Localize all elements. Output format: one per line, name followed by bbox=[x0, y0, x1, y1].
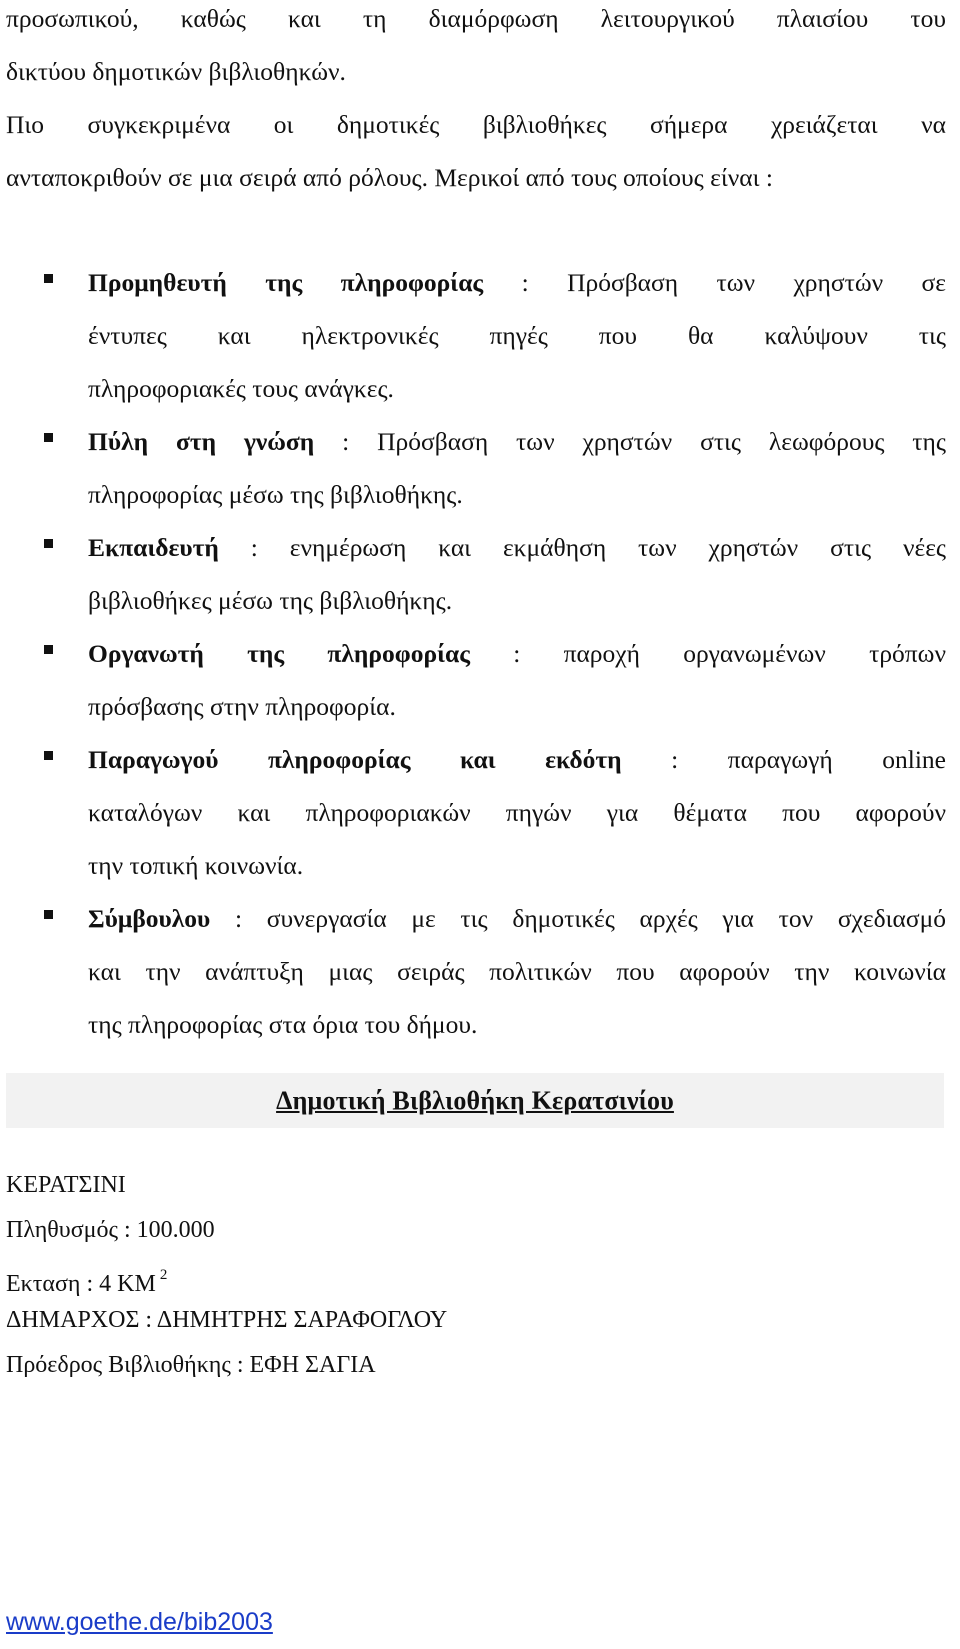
intro-line: Πιο συγκεκριμένα οι δημοτικές βιβλιοθήκες σήμερα χρειάζεται να bbox=[6, 110, 946, 139]
square-bullet-icon bbox=[44, 645, 53, 654]
role-item-gateway bbox=[6, 415, 946, 521]
area-row bbox=[6, 1253, 946, 1298]
role-description-line: πρόσβασης στην πληροφορία. bbox=[88, 692, 396, 721]
section-banner bbox=[6, 1073, 944, 1128]
role-term: Πύλη στη γνώση bbox=[88, 427, 315, 456]
square-bullet-icon bbox=[44, 433, 53, 442]
role-item-producer-publisher bbox=[6, 733, 946, 892]
role-item-supplier bbox=[6, 256, 946, 415]
library-president: Πρόεδρος Βιβλιοθήκης : ΕΦΗ ΣΑΓΙΑ bbox=[6, 1352, 376, 1378]
role-item-educator bbox=[6, 521, 946, 627]
library-info bbox=[6, 1163, 946, 1388]
intro-line: δικτύου δημοτικών βιβλιοθηκών. bbox=[6, 57, 346, 86]
section-title: Δημοτική Βιβλιοθήκη Κερατσινίου bbox=[276, 1086, 674, 1115]
role-description-line: έντυπες και ηλεκτρονικές πηγές που θα καλύψουν τις bbox=[88, 321, 946, 350]
square-bullet-icon bbox=[44, 539, 53, 548]
area-exponent: 2 bbox=[159, 1267, 168, 1283]
role-term: Εκπαιδευτή bbox=[88, 533, 219, 562]
intro-paragraph bbox=[6, 0, 946, 204]
role-item-organizer bbox=[6, 627, 946, 733]
role-description-line: καταλόγων και πληροφοριακών πηγών για θέματα που αφορούν bbox=[88, 798, 946, 827]
role-description: : Πρόσβαση των χρηστών στις λεωφόρους της bbox=[314, 427, 946, 456]
area: Εκταση : 4 ΚΜ bbox=[6, 1271, 156, 1297]
role-description-line: την τοπική κοινωνία. bbox=[88, 851, 304, 880]
role-description: : συνεργασία με τις δημοτικές αρχές για τον σχεδιασμό bbox=[210, 904, 946, 933]
role-description: : παραγωγή online bbox=[621, 745, 946, 774]
role-description-line: πληροφοριακές τους ανάγκες. bbox=[88, 374, 394, 403]
population: Πληθυσμός : 100.000 bbox=[6, 1217, 215, 1243]
town-name: ΚΕΡΑΤΣΙΝΙ bbox=[6, 1172, 126, 1198]
role-description: : Πρόσβαση των χρηστών σε bbox=[483, 268, 946, 297]
intro-line: ανταποκριθούν σε μια σειρά από ρόλους. Μερικοί από τους οποίους είναι : bbox=[6, 163, 773, 192]
role-description: : παροχή οργανωμένων τρόπων bbox=[469, 639, 946, 668]
role-description-line: βιβλιοθήκες μέσω της βιβλιοθήκης. bbox=[88, 586, 453, 615]
footer-url-link[interactable]: www.goethe.de/bib2003 bbox=[6, 1608, 273, 1636]
role-item-advisor bbox=[6, 892, 946, 1051]
mayor: ΔΗΜΑΡΧΟΣ : ΔΗΜΗΤΡΗΣ ΣΑΡΑΦΟΓΛΟΥ bbox=[6, 1307, 448, 1333]
role-description-line: πληροφορίας μέσω της βιβλιοθήκης. bbox=[88, 480, 463, 509]
square-bullet-icon bbox=[44, 910, 53, 919]
square-bullet-icon bbox=[44, 751, 53, 760]
role-term: Προμηθευτή της πληροφορίας bbox=[88, 268, 484, 297]
role-term: Σύμβουλου bbox=[88, 904, 211, 933]
role-term: Παραγωγού πληροφορίας και εκδότη bbox=[88, 745, 622, 774]
role-description-line: της πληροφορίας στα όρια του δήμου. bbox=[88, 1010, 478, 1039]
roles-list bbox=[6, 256, 946, 1051]
role-description: : ενημέρωση και εκμάθηση των χρηστών στις νέες bbox=[218, 533, 946, 562]
role-description-line: και την ανάπτυξη μιας σειράς πολιτικών που αφορούν την κοινωνία bbox=[88, 957, 946, 986]
square-bullet-icon bbox=[44, 274, 53, 283]
intro-line: προσωπικού, καθώς και τη διαμόρφωση λειτουργικού πλαισίου του bbox=[6, 4, 946, 33]
role-term: Οργανωτή της πληροφορίας bbox=[88, 639, 470, 668]
